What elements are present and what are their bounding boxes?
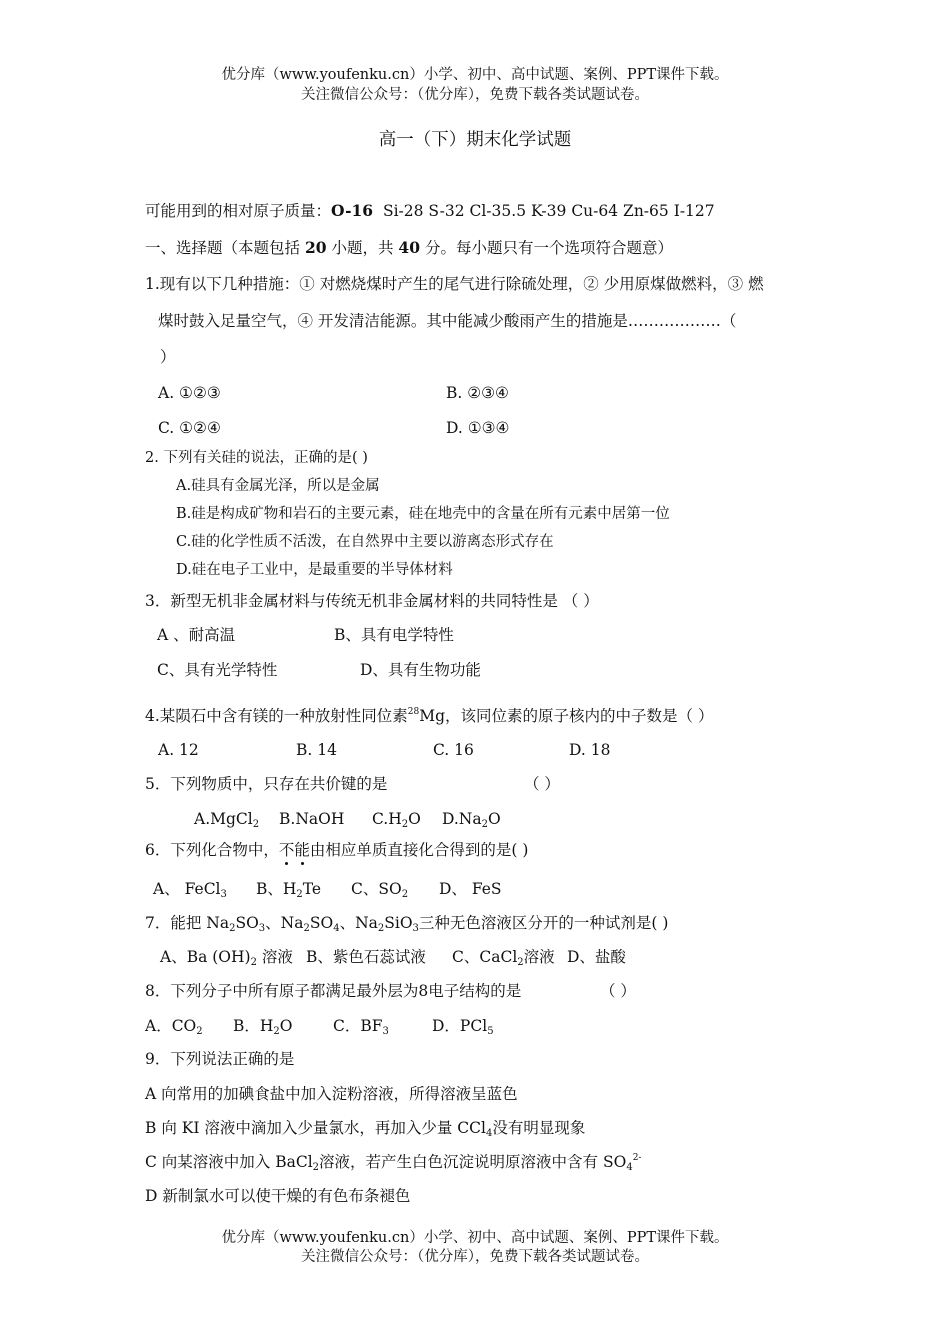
q6-option-c: C、$SO_2$ — [351, 880, 409, 900]
q2-stem: 2. 下列有关硅的说法，正确的是( ) — [145, 450, 368, 466]
q5-option-d: $D.Na_2O$ — [442, 810, 501, 830]
q9-option-b: B 向 KI 溶液中滴加入少量氯水，再加入少量 CCl$_4$没有明显现象 — [145, 1119, 586, 1139]
header-line-1: 优分库（www.youfenku.cn）小学、初中、高中试题、案例、PPT课件下载。 — [221, 67, 729, 83]
q6-option-d: D、 FeS — [439, 880, 502, 898]
q3-option-b: B、具有电学特性 — [334, 626, 454, 644]
section-heading: 一、选择题（本题包括 20 小题，共 40 分。每小题只有一个选项符合题意） — [145, 238, 673, 257]
q7-stem: 7．能把 $Na_2SO_3$、$Na_2SO_4$、$Na_2SiO_3$三种无色溶液区分开的一种试剂是( ) — [145, 914, 669, 934]
q6-option-b: B、$H_2Te$ — [256, 880, 322, 900]
q8-stem: 8．下列分子中所有原子都满足最外层为8电子结构的是 — [145, 982, 522, 1000]
q7-option-d: D、盐酸 — [567, 948, 626, 966]
atomic-masses: 可能用到的相对原子质量：O-16 Si-28 S-32 Cl-35.5 K-39 Cu-64 Zn-65 I-127 — [145, 201, 715, 220]
q9-option-a: A 向常用的加碘食盐中加入淀粉溶液，所得溶液呈蓝色 — [145, 1085, 518, 1103]
q7-option-a: A、Ba $(OH)_2$ 溶液 — [160, 948, 293, 968]
q1-stem-line-2: 煤时鼓入足量空气，④ 开发清洁能源。其中能减少酸雨产生的措施是………………（ — [158, 312, 737, 330]
q6-stem: 6．下列化合物中，不能由相应单质直接化合得到的是( ) — [145, 841, 529, 859]
q5-option-a: A.MgCl$_2$ — [194, 810, 260, 830]
emphasis-char: 能 — [294, 841, 310, 859]
q8-option-b: B．$H_2O$ — [233, 1017, 293, 1037]
page-title: 高一（下）期末化学试题 — [378, 130, 572, 150]
footer-line-2: 关注微信公众号：（优分库），免费下载各类试题试卷。 — [301, 1249, 649, 1265]
q8-option-a: A．$CO_2$ — [145, 1017, 203, 1037]
q8-option-c: C．$BF_3$ — [333, 1017, 389, 1037]
q5-answer-paren: （ ） — [524, 775, 560, 793]
q2-option-c: C.硅的化学性质不活泼，在自然界中主要以游离态形式存在 — [176, 534, 554, 550]
q3-stem: 3．新型无机非金属材料与传统无机非金属材料的共同特性是 （ ） — [145, 592, 599, 610]
q1-stem-line-3: ） — [160, 348, 176, 366]
q1-stem-line-1: 1.现有以下几种措施：① 对燃烧煤时产生的尾气进行除硫处理，② 少用原煤做燃料，③ 燃 — [145, 275, 764, 293]
q9-option-c: C 向某溶液中加入 BaCl$_2$溶液，若产生白色沉淀说明原溶液中含有 $SO_4^{2-}$ — [145, 1153, 642, 1173]
q5-option-c: $C.H_2O$ — [372, 810, 421, 830]
q8-answer-paren: （ ） — [600, 982, 636, 1000]
q3-option-c: C、具有光学特性 — [157, 661, 278, 679]
q5-option-b: B.NaOH — [279, 810, 345, 828]
q3-option-d: D、具有生物功能 — [360, 661, 481, 679]
q9-stem: 9．下列说法正确的是 — [145, 1050, 295, 1068]
q4-stem: 4.某陨石中含有镁的一种放射性同位素$^{28}$Mg，该同位素的原子核内的中子数是（ ） — [145, 707, 714, 725]
emphasis-char: 不 — [278, 841, 295, 859]
q5-stem: 5．下列物质中，只存在共价键的是 — [145, 775, 388, 793]
q4-option-b: B. 14 — [296, 741, 337, 759]
q8-option-d: D．PCl$_5$ — [432, 1017, 494, 1037]
q1-option-a: A. ①②③ — [158, 384, 221, 402]
q1-option-d: D. ①③④ — [446, 419, 510, 437]
q4-option-d: D. 18 — [569, 741, 611, 759]
q2-option-d: D.硅在电子工业中，是最重要的半导体材料 — [176, 562, 453, 578]
q2-option-b: B.硅是构成矿物和岩石的主要元素，硅在地壳中的含量在所有元素中居第一位 — [176, 506, 670, 522]
q3-option-a: A 、耐高温 — [157, 626, 236, 644]
q6-option-a: A、 FeCl$_3$ — [153, 880, 227, 900]
q4-option-a: A. 12 — [158, 741, 199, 759]
q9-option-d: D 新制氯水可以使干燥的有色布条褪色 — [145, 1187, 411, 1205]
q1-option-b: B. ②③④ — [446, 384, 509, 402]
q7-option-c: C、CaCl$_2$溶液 — [452, 948, 555, 968]
header-line-2: 关注微信公众号：（优分库），免费下载各类试题试卷。 — [301, 87, 649, 103]
q7-option-b: B、紫色石蕊试液 — [306, 948, 426, 966]
q2-option-a: A.硅具有金属光泽，所以是金属 — [176, 478, 380, 494]
q1-option-c: C. ①②④ — [158, 419, 221, 437]
q4-option-c: C. 16 — [433, 741, 474, 759]
footer-line-1: 优分库（www.youfenku.cn）小学、初中、高中试题、案例、PPT课件下载。 — [221, 1230, 729, 1246]
